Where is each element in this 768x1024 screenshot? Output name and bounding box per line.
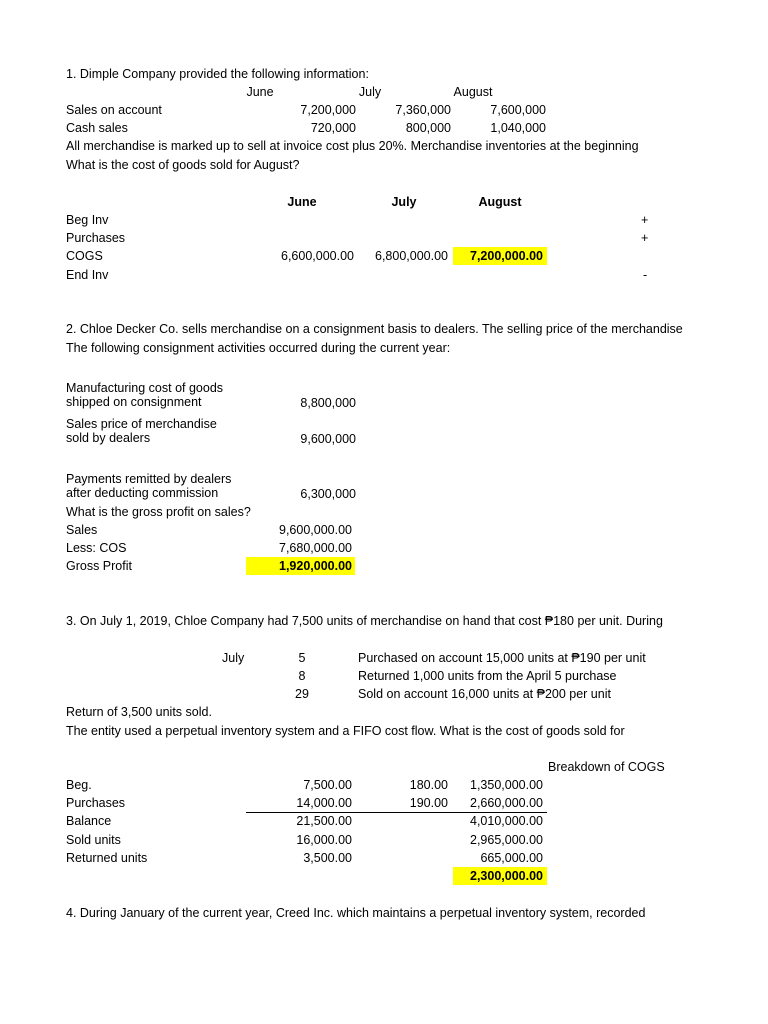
q3-row-amount: 4,010,000.00	[470, 814, 543, 828]
q1-cell: 7,600,000	[490, 103, 546, 117]
q3-row-amount: 1,350,000.00	[470, 778, 543, 792]
q1-cell: 800,000	[405, 121, 451, 135]
q1-row-label: Sales on account	[66, 103, 162, 117]
q4-title: 4. During January of the current year, Creed Inc. which maintains a perpetual inventory system, recorded	[66, 906, 646, 920]
q3-row-label: Purchases	[66, 796, 126, 810]
q1-cogs-june: 6,600,000.00	[281, 249, 354, 263]
q2-calc-label: Gross Profit	[66, 559, 132, 573]
q1-table-header-august: August	[478, 195, 522, 209]
q1-cell: 720,000	[310, 121, 356, 135]
q1-cogs-july: 6,800,000.00	[375, 249, 448, 263]
q2-gross-profit-value: 1,920,000.00	[279, 559, 352, 573]
q3-row-amount: 2,965,000.00	[470, 833, 543, 847]
q3-event-day: 5	[298, 651, 306, 665]
q1-note: All merchandise is marked up to sell at invoice cost plus 20%. Merchandise inventories at the beginning	[66, 139, 639, 153]
q3-row-cost: 180.00	[409, 778, 448, 792]
q3-row-cost: 190.00	[409, 796, 448, 810]
q3-row-units: 14,000.00	[296, 796, 352, 810]
q1-month-august: August	[453, 85, 493, 99]
q2-calc-label: Less: COS	[66, 541, 127, 555]
q3-question: The entity used a perpetual inventory system and a FIFO cost flow. What is the cost of goods sold for	[66, 724, 625, 738]
q3-row-label: Balance	[66, 814, 112, 828]
q3-result-value: 2,300,000.00	[470, 869, 543, 883]
q3-row-units: 3,500.00	[303, 851, 352, 865]
q3-row-amount: 665,000.00	[480, 851, 543, 865]
q2-calc-value: 9,600,000.00	[279, 523, 352, 537]
q3-row-units: 21,500.00	[296, 814, 352, 828]
q1-table-label: End Inv	[66, 268, 109, 282]
q1-row-label: Cash sales	[66, 121, 128, 135]
q3-event-day: 29	[295, 687, 309, 701]
q3-row-label: Beg.	[66, 778, 92, 792]
q3-event-text: Purchased on account 15,000 units at ₱190 per unit	[358, 651, 646, 665]
q1-sign: +	[641, 213, 649, 227]
q2-item-label: after deducting commission	[66, 486, 219, 500]
q3-row-amount: 2,660,000.00	[470, 796, 543, 810]
q3-return-note: Return of 3,500 units sold.	[66, 705, 212, 719]
q3-event-text: Returned 1,000 units from the April 5 purchase	[358, 669, 617, 683]
q1-title: 1. Dimple Company provided the following information:	[66, 67, 369, 81]
q1-cogs-august: 7,200,000.00	[470, 249, 543, 263]
q3-event-day: 8	[298, 669, 306, 683]
q3-month: July	[222, 651, 245, 665]
q1-table-label: Beg Inv	[66, 213, 109, 227]
q2-question: What is the gross profit on sales?	[66, 505, 251, 519]
q1-cell: 7,200,000	[300, 103, 356, 117]
q3-title: 3. On July 1, 2019, Chloe Company had 7,500 units of merchandise on hand that cost ₱180 per unit. During	[66, 614, 663, 628]
q2-item-value: 6,300,000	[300, 487, 356, 501]
q3-row-label: Sold units	[66, 833, 121, 847]
q1-sign: +	[641, 231, 649, 245]
q3-event-text: Sold on account 16,000 units at ₱200 per unit	[358, 687, 611, 701]
q1-month-june: June	[246, 85, 274, 99]
q1-table-label: COGS	[66, 249, 103, 263]
q2-item-value: 8,800,000	[300, 396, 356, 410]
q2-intro: The following consignment activities occurred during the current year:	[66, 341, 451, 355]
q1-sign: -	[643, 268, 648, 282]
q1-cell: 7,360,000	[395, 103, 451, 117]
q1-table-header-july: July	[391, 195, 417, 209]
q2-item-label: sold by dealers	[66, 431, 151, 445]
q2-item-label: Sales price of merchandise	[66, 417, 217, 431]
q2-item-label: Manufacturing cost of goods	[66, 381, 224, 395]
q2-item-label: Payments remitted by dealers	[66, 472, 232, 486]
q2-title: 2. Chloe Decker Co. sells merchandise on a consignment basis to dealers. The selling price of the merchandise	[66, 322, 683, 336]
q3-row-units: 7,500.00	[303, 778, 352, 792]
q3-breakdown-header: Breakdown of COGS	[548, 760, 665, 774]
q3-row-label: Returned units	[66, 851, 148, 865]
q2-item-value: 9,600,000	[300, 432, 356, 446]
q1-month-july: July	[358, 85, 382, 99]
q2-calc-label: Sales	[66, 523, 98, 537]
q2-calc-value: 7,680,000.00	[279, 541, 352, 555]
q2-item-label: shipped on consignment	[66, 395, 202, 409]
q3-row-units: 16,000.00	[296, 833, 352, 847]
q1-question: What is the cost of goods sold for August?	[66, 158, 300, 172]
q1-cell: 1,040,000	[490, 121, 546, 135]
q1-table-header-june: June	[287, 195, 317, 209]
q1-table-label: Purchases	[66, 231, 126, 245]
